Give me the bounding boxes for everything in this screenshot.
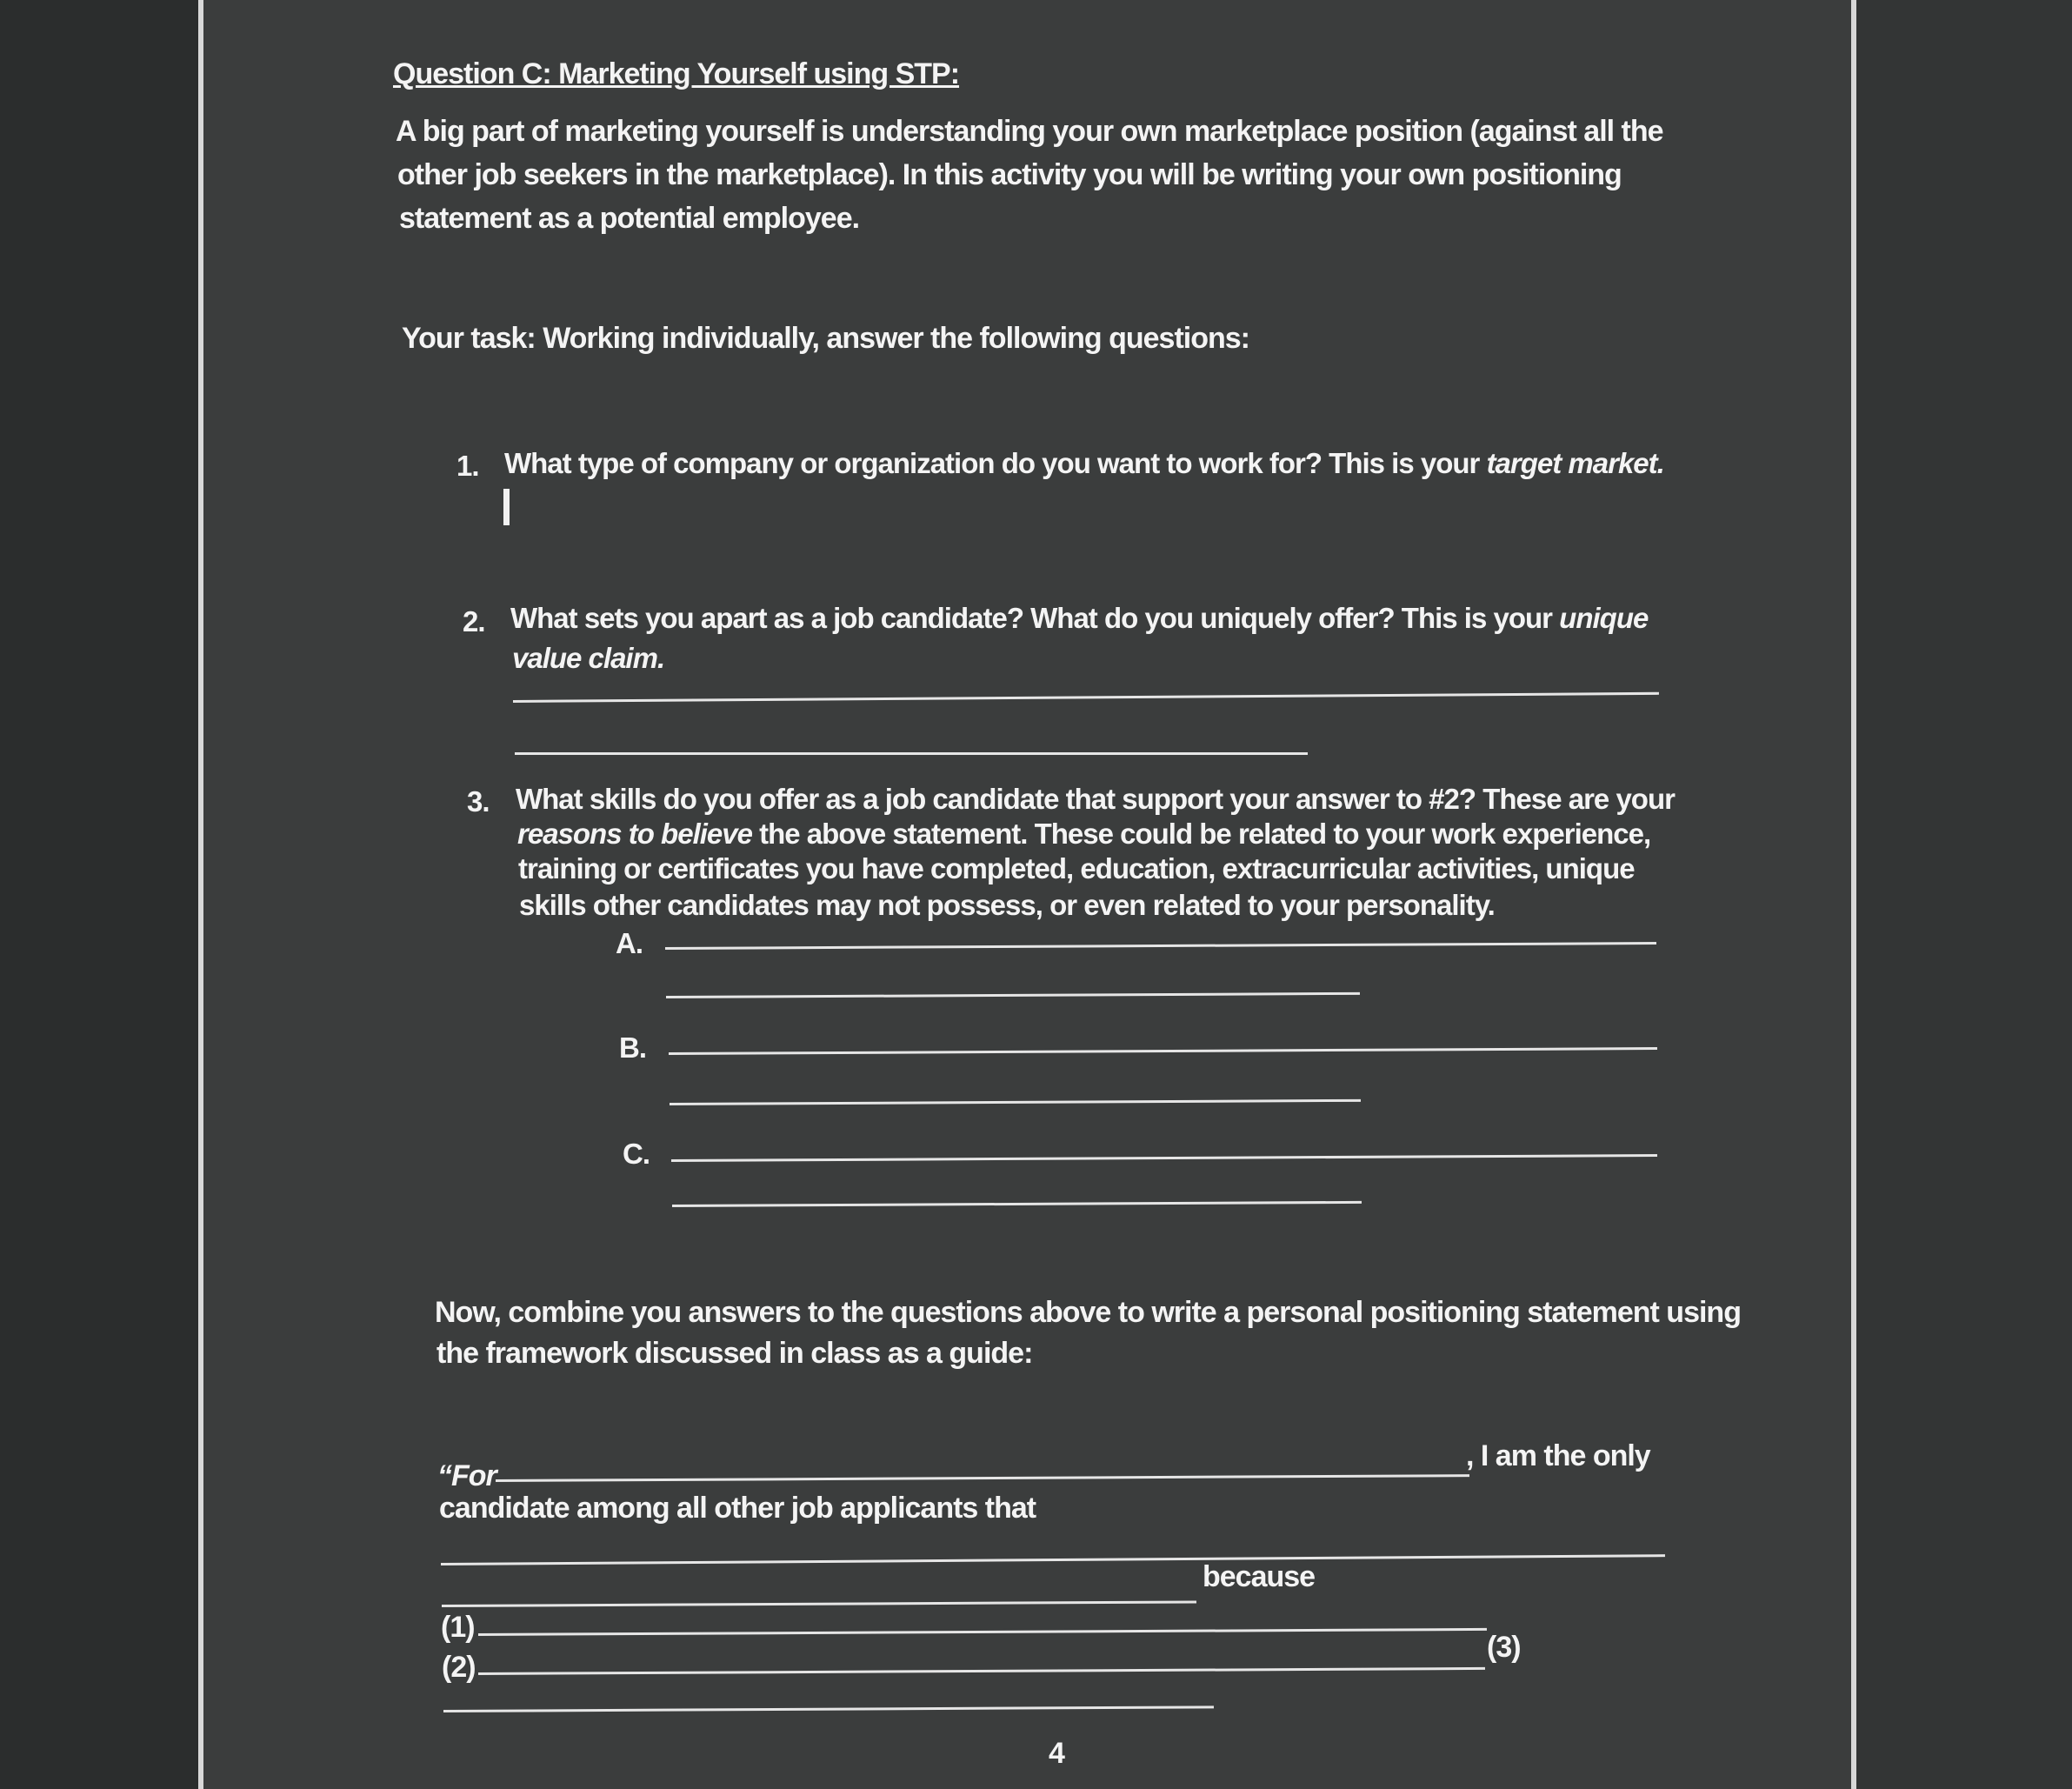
q2-unique: unique xyxy=(1559,602,1649,634)
q3-reasons-to-believe: reasons to believe xyxy=(517,818,752,850)
q2-value-claim: value claim. xyxy=(512,642,665,674)
task-instruction: Your task: Working individually, answer the following questions: xyxy=(402,322,1249,355)
statement-only: , I am the only xyxy=(1466,1439,1650,1472)
q3-line-3: training or certificates you have completed, education, extracurricular activities, unique xyxy=(518,852,1635,884)
page-number: 4 xyxy=(1049,1737,1064,1770)
intro-line-1: A big part of marketing yourself is understanding your own marketplace position (against all the xyxy=(396,115,1663,148)
desk-background-left xyxy=(0,0,198,1789)
q3-option-a: A. xyxy=(616,927,643,959)
q2-text-main: What sets you apart as a job candidate? What do you uniquely offer? This is your xyxy=(510,602,1560,634)
q2-text xyxy=(510,602,1648,635)
q2-number: 2. xyxy=(463,605,485,637)
statement-because: because xyxy=(1203,1560,1316,1593)
q1-number: 1. xyxy=(456,450,479,482)
q3-number: 3. xyxy=(467,785,490,818)
combine-line-1: Now, combine you answers to the questions above to write a personal positioning statement using xyxy=(435,1296,1741,1329)
page-title: Question C: Marketing Yourself using STP: xyxy=(393,57,960,90)
statement-for: “For xyxy=(437,1459,496,1492)
q1-target-market: target market. xyxy=(1486,447,1664,479)
statement-reason-1-label: (1) xyxy=(441,1611,475,1644)
q1-text xyxy=(504,447,1664,480)
q3-option-c: C. xyxy=(623,1138,650,1170)
q1-text-main: What type of company or organization do you want to work for? This is your xyxy=(504,447,1487,479)
q3-line-2-rest: the above statement. These could be related to your work experience, xyxy=(751,818,1651,850)
statement-candidate: candidate among all other job applicants that xyxy=(439,1492,1036,1525)
q3-line-4: skills other candidates may not possess, or even related to your personality. xyxy=(519,889,1495,921)
q2-answer-line-2[interactable] xyxy=(515,752,1308,755)
statement-reason-3-label: (3) xyxy=(1487,1631,1521,1664)
q3-option-b: B. xyxy=(619,1031,646,1064)
text-cursor[interactable] xyxy=(503,489,510,525)
combine-line-2: the framework discussed in class as a guide: xyxy=(436,1337,1033,1370)
intro-line-2: other job seekers in the marketplace). In this activity you will be writing your own positioning xyxy=(397,158,1622,191)
desk-background-right xyxy=(1856,0,2072,1789)
statement-reason-2-label: (2) xyxy=(442,1651,476,1684)
q3-line-2 xyxy=(517,818,1650,851)
intro-line-3: statement as a potential employee. xyxy=(399,202,860,235)
q3-line-1: What skills do you offer as a job candidate that support your answer to #2? These are your xyxy=(516,783,1675,815)
